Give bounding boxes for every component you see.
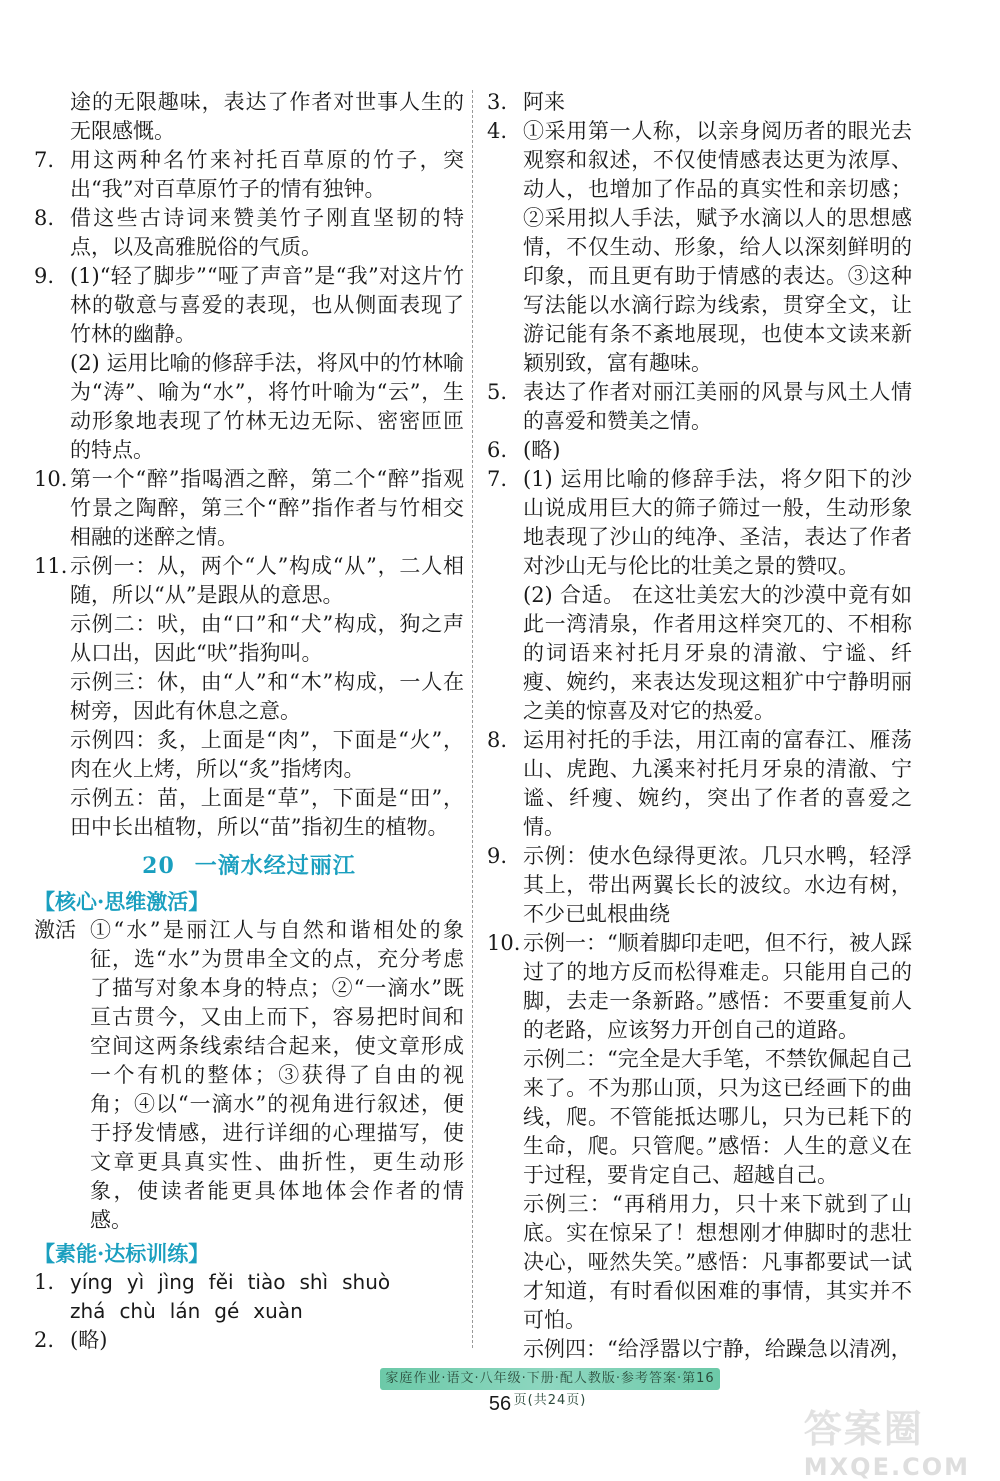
pinyin: tiào [247,1270,286,1294]
example-3: 示例三：“再稍用力，只十来下就到了山底。实在惊呆了！想想刚才伸脚时的悲壮决心，哑然失笑。”感悟：凡事都要试一试才知道，有时看似困难的事情，其实并不可怕。 [523,1192,912,1332]
example-4: 示例四：“给浮嚣以宁静，给躁急以清冽， [523,1337,912,1361]
answer-item-11 [34,552,464,842]
item-number: 7. [34,148,55,172]
example-1: 示例一：从，两个“人”构成“从”，二人相随，所以“从”是跟从的意思。 [70,554,464,607]
example-2: 示例二：“完全是大手笔，不禁钦佩起自己来了。不为那山顶，只为这已经画下的曲线，爬。不管能抵达哪儿，只为已耗下的生命，爬。只管爬。”感悟：人生的意义在于过程，要肯定自己、超越自己。 [523,1047,912,1187]
continued-answer: 途的无限趣味，表达了作者对世事人生的无限感慨。 [70,90,464,143]
item-text: 第一个“醉”指喝酒之醉，第二个“醉”指观竹景之陶醉，第三个“醉”指作者与竹相交相融的迷醉之情。 [70,467,464,549]
item-text: 借这些古诗词来赞美竹子刚直坚韧的特点，以及高雅脱俗的气质。 [70,206,464,259]
answer-item-1-pinyin [34,1268,464,1326]
item-number: 9. [34,264,55,288]
example-5: 示例五：苗，上面是“草”，下面是“田”，田中长出植物，所以“苗”指初生的植物。 [70,786,464,839]
pinyin: jìng [158,1270,195,1294]
example-1: 示例一：“顺着脚印走吧，但不行，被人踩过了的地方反而松得难走。只能用自己的脚，去走一条新路。”感悟：不要重复前人的老路，应该努力开创自己的道路。 [523,931,912,1042]
answer-item-3 [487,88,912,117]
item-number: 8. [34,206,55,230]
activate-label: 激活 [34,918,76,942]
answer-item-6 [487,436,912,465]
example-2: 示例二：吠，由“口”和“犬”构成，狗之声从口出，因此“吠”指狗叫。 [70,612,464,665]
pinyin: yíng [70,1270,113,1294]
answer-item-10 [34,465,464,552]
pinyin: shuò [342,1270,391,1294]
item-text: (略) [70,1328,108,1352]
lesson-number: 20 [142,853,175,879]
answer-item-8-right [487,726,912,842]
item-number: 1. [34,1270,55,1294]
watermark-url: MXQE.COM [803,1453,970,1481]
answer-item-8 [34,204,464,262]
lesson-title [34,852,464,881]
answer-item-9-right [487,842,912,929]
activate-answer [34,916,464,1235]
item-number: 9. [487,844,508,868]
lesson-name: 一滴水经过丽江 [194,853,356,879]
answer-item-7 [34,146,464,204]
pinyin: chù [119,1299,156,1323]
watermark-logo: 答案圈 [803,1407,924,1451]
left-column [34,88,464,1355]
answer-item-2 [34,1326,464,1355]
item-number: 6. [487,438,508,462]
item-text: ①采用第一人称，以亲身阅历者的眼光去观察和叙述，不仅使情感表达更为浓厚、动人，也增加了作品的真实性和亲切感；②采用拟人手法，赋予水滴以人的思想感情，不仅生动、形象，给人以深刻鲜明的印象，而且更有助于情感的表达。③这种写法能以水滴行踪为线索，贯穿全文，让游记能有条不紊地展现，也使本文读来新颖别致，富有趣味。 [523,119,912,375]
item-number: 11. [34,554,68,578]
right-column [487,88,912,1364]
sub-answer-2: (2) 运用比喻的修辞手法，将风中的竹林喻为“涛”、喻为“水”，将竹叶喻为“云”，生动形象地表现了竹林无边无际、密密匝匝的特点。 [70,351,464,462]
site-watermark [804,1398,970,1481]
example-3: 示例三：休，由“人”和“木”构成，一人在树旁，因此有休息之意。 [70,670,464,723]
item-number: 8. [487,728,508,752]
item-number: 2. [34,1328,55,1352]
skill-heading: 【素能·达标训练】 [34,1241,210,1266]
activate-text: ①“水”是丽江人与自然和谐相处的象征，选“水”为贯串全文的点，充分考虑了描写对象本身的特点；②“一滴水”既亘古贯今，又由上而下，容易把时间和空间这两条线索结合起来，使文章形成一个有机的整体；③获得了自由的视角；④以“一滴水”的视角进行叙述，便于抒发情感，进行详细的心理描写，使文章更具真实性、曲折性，更生动形象，使读者能更具体地体会作者的情感。 [90,918,464,1232]
pinyin: lán [169,1299,201,1323]
pinyin-line-1 [70,1268,464,1297]
answer-item-10-right [487,929,912,1364]
pinyin: fěi [208,1270,234,1294]
item-number: 3. [487,90,508,114]
item-number: 10. [34,467,68,491]
answer-item-9 [34,262,464,465]
item-number: 5. [487,380,508,404]
page-number: 56 [488,1393,512,1415]
item-number: 10. [487,931,521,955]
pinyin-line-2 [70,1297,464,1326]
answer-item-7-right [487,465,912,726]
answer-item-4 [487,117,912,378]
item-text: 阿来 [523,90,565,114]
item-number: 7. [487,467,508,491]
pinyin: zhá [70,1299,106,1323]
sub-answer-1: (1) 运用比喻的修辞手法，将夕阳下的沙山说成用巨大的筛子筛过一般，生动形象地表现了沙山的纯净、圣洁，表达了作者对沙山无与伦比的壮美之景的赞叹。 [523,467,912,578]
item-text: (略) [523,438,561,462]
pinyin: xuàn [253,1299,303,1323]
pinyin: gé [214,1299,240,1323]
sub-answer-1: (1)“轻了脚步”“哑了声音”是“我”对这片竹林的敬意与喜爱的表现，也从侧面表现了竹林的幽静。 [70,264,464,346]
column-divider [472,90,473,1348]
item-text: 运用衬托的手法，用江南的富春江、雁荡山、虎跑、九溪来衬托月牙泉的清澈、宁谧、纤瘦、婉约，突出了作者的喜爱之情。 [523,728,912,839]
sub-answer-2: (2) 合适。 在这壮美宏大的沙漠中竟有如此一湾清泉，作者用这样突兀的、不相称的词语来衬托月牙泉的清澈、宁谧、纤瘦、婉约，来表达发现这粗犷中宁静明丽之美的惊喜及对它的热爱。 [523,583,912,723]
item-text: 表达了作者对丽江美丽的风景与风土人情的喜爱和赞美之情。 [523,380,912,433]
core-heading: 【核心·思维激活】 [34,889,210,914]
example-4: 示例四：炙，上面是“肉”，下面是“火”，肉在火上烤，所以“炙”指烤肉。 [70,728,464,781]
item-text: 用这两种名竹来衬托百草原的竹子，突出“我”对百草原竹子的情有独钟。 [70,148,464,201]
item-text: 示例：使水色绿得更浓。几只水鸭，轻浮其上，带出两翼长长的波纹。水边有树，不少已虬根曲绕 [523,844,912,926]
answer-item-5 [487,378,912,436]
footer-banner: 家庭作业·语文·八年级·下册·配人教版·参考答案·第16页(共24页) [380,1368,720,1390]
item-number: 4. [487,119,508,143]
pinyin: shì [299,1270,329,1294]
pinyin: yì [126,1270,145,1294]
